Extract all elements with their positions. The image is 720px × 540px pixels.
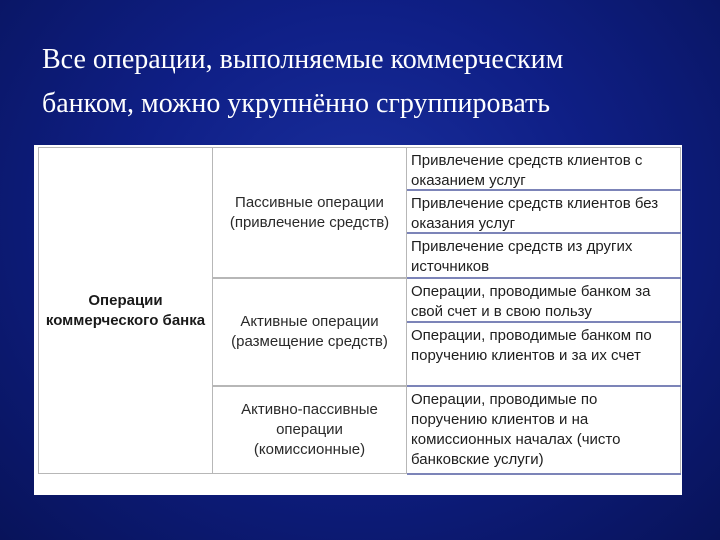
group-passive-label: Пассивные операции (привлечение средств): [229, 193, 390, 231]
item-separator: [407, 277, 681, 279]
group-passive-cell: [212, 147, 407, 278]
active-item-1: [407, 278, 681, 322]
main-category-cell: [38, 147, 212, 474]
item-text: Операции, проводимые банком за свой счет и в свою пользу: [411, 283, 651, 320]
passive-item-3: [407, 233, 681, 278]
item-text: Привлечение средств клиентов без оказания услуг: [411, 195, 659, 232]
commission-item-1: [407, 386, 681, 474]
item-separator: [407, 189, 681, 191]
group-commission-label: Активно-пассивные операции (комиссионные): [241, 401, 378, 458]
operations-diagram: [34, 145, 682, 495]
slide-title-line-1: Все операции, выполняемые коммерческим: [42, 44, 564, 75]
slide-title: [42, 38, 682, 126]
item-separator: [407, 473, 681, 475]
main-category-label: Операции коммерческого банка: [45, 291, 206, 329]
group-active-cell: [212, 278, 407, 386]
item-text: Привлечение средств из других источников: [411, 238, 633, 275]
item-text: Операции, проводимые по поручению клиентов и на комиссионных началах (чисто банковские услуги): [411, 391, 621, 468]
slide-title-line-2: банком, можно укрупнённо сгруппировать: [42, 88, 551, 119]
item-separator: [407, 321, 681, 323]
group-active-label: Активные операции (размещение средств): [231, 313, 388, 350]
group-commission-cell: [212, 386, 407, 474]
item-separator: [407, 385, 681, 387]
passive-item-2: [407, 190, 681, 233]
item-text: Операции, проводимые банком по поручению клиентов и за их счет: [411, 327, 652, 364]
item-text: Привлечение средств клиентов с оказанием услуг: [411, 152, 643, 189]
passive-item-1: [407, 147, 681, 190]
active-item-2: [407, 322, 681, 386]
item-separator: [407, 232, 681, 234]
